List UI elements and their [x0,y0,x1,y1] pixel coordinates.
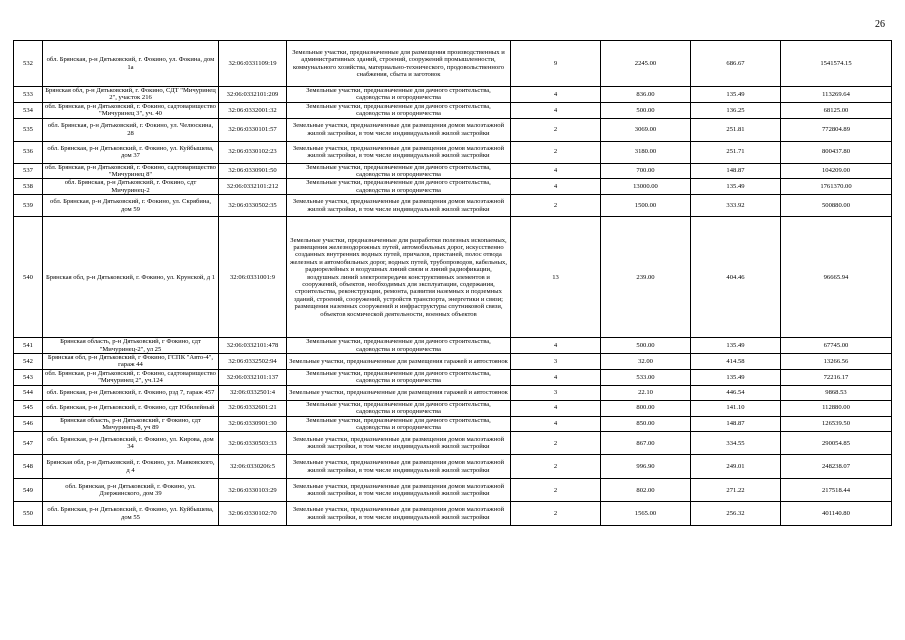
specific-value-cell: 249.01 [691,455,781,479]
row-number: 536 [14,141,43,163]
cadastral-number-cell: 32:06:0332101:212 [219,179,287,195]
land-use-cell: Земельные участки, предназначенные для размещения производственных и административных зданий, строений, сооружений промышленности, коммунального хозяйства, материально-технического, продовольственного снабжения, сбыта и заготовок [287,41,511,87]
area-cell: 13000.00 [601,179,691,195]
cadastral-value-cell: 9868.53 [781,385,892,400]
cadastral-number-cell: 32:06:0330102:70 [219,502,287,526]
cadastral-value-cell: 113269.64 [781,87,892,103]
group-cell: 3 [511,385,601,400]
specific-value-cell: 251.71 [691,141,781,163]
table-row [14,118,892,141]
cadastral-value-cell: 800437.80 [781,141,892,163]
cadastral-number-cell: 32:06:0330206:5 [219,455,287,479]
table-row [14,87,892,103]
land-use-cell: Земельные участки, предназначенные для дачного строительства, садоводства и огородничества [287,400,511,416]
cadastral-value-cell: 290054.85 [781,432,892,455]
table-row [14,338,892,354]
area-cell: 239.00 [601,217,691,338]
row-number: 538 [14,179,43,195]
area-cell: 1565.00 [601,502,691,526]
address-cell: обл. Брянская, р-н Дятьковский, г. Фокино, ул. Фокина, дом 1а [43,41,219,87]
area-cell: 836.00 [601,87,691,103]
cadastral-value-cell: 772804.89 [781,118,892,141]
group-cell: 2 [511,455,601,479]
table-row [14,502,892,526]
address-cell: Брянская обл, р-н Дятьковский, г. Фокино, ул. Маяковского, д 4 [43,455,219,479]
address-cell: Брянская обл, р-н Дятьковский, г. Фокино, ул. Крунской, д 1 [43,217,219,338]
area-cell: 500.00 [601,102,691,118]
land-use-cell: Земельные участки, предназначенные для дачного строительства, садоводства и огородничества [287,87,511,103]
group-cell: 2 [511,141,601,163]
area-cell: 802.00 [601,479,691,502]
land-use-cell: Земельные участки, предназначенные для разработки полезных ископаемых, размещения железнодорожных путей, автомобильных дорог, искусственно созданных внутренних водных путей, причалов, пристаней, полос отвода железных и автомобильных дорог, водных путей, трубопроводов, кабельных, радиорелейных и воздушных линий связи и линий радиофикации, воздушных линий электропередачи конструктивных элементов и сооружений, объектов, необходимых для эксплуатации, содержания, строительства, реконструкции, ремонта, развития наземных и подземных зданий, строений, сооружений, устройств транспорта, энергетики и связи; размещения наземных сооружений и инфраструктуры спутниковой связи, объектов космической деятельности, военных объектов [287,217,511,338]
cadastral-number-cell: 32:06:0330103:29 [219,479,287,502]
table-row [14,455,892,479]
area-cell: 867.00 [601,432,691,455]
group-cell: 9 [511,41,601,87]
row-number: 547 [14,432,43,455]
group-cell: 2 [511,195,601,217]
cadastral-value-cell: 248238.07 [781,455,892,479]
table-row [14,102,892,118]
table-row [14,141,892,163]
group-cell: 2 [511,432,601,455]
specific-value-cell: 686.67 [691,41,781,87]
group-cell: 4 [511,338,601,354]
group-cell: 4 [511,179,601,195]
area-cell: 32.00 [601,354,691,370]
row-number: 542 [14,354,43,370]
address-cell: обл. Брянская, р-н Дятьковский, г. Фокино, садтоварищество "Мичуринец 8" [43,163,219,179]
land-use-cell: Земельные участки, предназначенные для дачного строительства, садоводства и огородничества [287,163,511,179]
address-cell: Брянская обл, р-н Дятьковский, г Фокино, ГСПК "Авто-4", гараж 44 [43,354,219,370]
specific-value-cell: 334.55 [691,432,781,455]
page-number: 26 [875,19,885,30]
address-cell: обл. Брянская, р-н Дятьковский, г. Фокино, садтоварищество "Мичуринец 3", уч. 40 [43,102,219,118]
table-row [14,369,892,385]
row-number: 535 [14,118,43,141]
cadastral-number-cell: 32:06:0332101:137 [219,369,287,385]
address-cell: обл. Брянская, р-н Дятьковский, г. Фокино, садтоварищество "Мичуринец 2", уч.124 [43,369,219,385]
table-row [14,195,892,217]
address-cell: обл. Брянская, р-н Дятьковский, г. Фокино, ул. Дзержинского, дом 39 [43,479,219,502]
table-body [14,41,892,526]
cadastral-number-cell: 32:06:0332101:209 [219,87,287,103]
cadastral-value-cell: 1761370.00 [781,179,892,195]
table-row [14,179,892,195]
specific-value-cell: 414.58 [691,354,781,370]
area-cell: 996.90 [601,455,691,479]
group-cell: 4 [511,369,601,385]
specific-value-cell: 135.49 [691,179,781,195]
group-cell: 2 [511,118,601,141]
land-use-cell: Земельные участки, предназначенные для дачного строительства, садоводства и огородничества [287,102,511,118]
cadastral-value-cell: 68125.00 [781,102,892,118]
cadastral-value-cell: 500880.00 [781,195,892,217]
specific-value-cell: 141.10 [691,400,781,416]
cadastral-value-cell: 13266.56 [781,354,892,370]
group-cell: 4 [511,400,601,416]
row-number: 548 [14,455,43,479]
cadastral-number-cell: 32:06:0332501:4 [219,385,287,400]
land-use-cell: Земельные участки, предназначенные для размещения гаражей и автостоянок [287,385,511,400]
land-use-cell: Земельные участки, предназначенные для размещения домов малоэтажной жилой застройки, в том числе индивидуальной жилой застройки [287,502,511,526]
land-use-cell: Земельные участки, предназначенные для дачного строительства, садоводства и огородничества [287,416,511,432]
group-cell: 2 [511,502,601,526]
cadastral-number-cell: 32:06:0332101:478 [219,338,287,354]
cadastral-number-cell: 32:06:0330102:23 [219,141,287,163]
cadastral-number-cell: 32:06:0331109:19 [219,41,287,87]
table-row [14,354,892,370]
address-cell: обл. Брянская, р-н Дятьковский, г. Фокино, рзд 7, гараж 457 [43,385,219,400]
land-use-cell: Земельные участки, предназначенные для дачного строительства, садоводства и огородничества [287,179,511,195]
table-row [14,163,892,179]
cadastral-value-cell: 126539.50 [781,416,892,432]
table-row [14,479,892,502]
area-cell: 22.10 [601,385,691,400]
cadastral-number-cell: 32:06:0330901:30 [219,416,287,432]
row-number: 549 [14,479,43,502]
group-cell: 2 [511,479,601,502]
specific-value-cell: 271.22 [691,479,781,502]
address-cell: Брянская область, р-н Дятьковский, г Фокино, сдт Мичуринец-8, уч 89 [43,416,219,432]
table-row [14,41,892,87]
cadastral-number-cell: 32:06:0332502:94 [219,354,287,370]
land-use-cell: Земельные участки, предназначенные для размещения домов малоэтажной жилой застройки, в том числе индивидуальной жилой застройки [287,195,511,217]
row-number: 543 [14,369,43,385]
group-cell: 4 [511,163,601,179]
specific-value-cell: 135.49 [691,87,781,103]
cadastral-number-cell: 32:06:0332001:32 [219,102,287,118]
group-cell: 13 [511,217,601,338]
row-number: 539 [14,195,43,217]
land-use-cell: Земельные участки, предназначенные для размещения домов малоэтажной жилой застройки, в том числе индивидуальной жилой застройки [287,141,511,163]
table-row [14,217,892,338]
cadastral-value-cell: 217518.44 [781,479,892,502]
row-number: 550 [14,502,43,526]
row-number: 545 [14,400,43,416]
row-number: 533 [14,87,43,103]
land-use-cell: Земельные участки, предназначенные для размещения гаражей и автостоянок [287,354,511,370]
area-cell: 500.00 [601,338,691,354]
row-number: 534 [14,102,43,118]
table-row [14,432,892,455]
row-number: 544 [14,385,43,400]
specific-value-cell: 251.81 [691,118,781,141]
cadastral-number-cell: 32:06:0330101:57 [219,118,287,141]
row-number: 540 [14,217,43,338]
area-cell: 800.00 [601,400,691,416]
cadastral-value-cell: 104209.00 [781,163,892,179]
cadastral-value-cell: 401140.80 [781,502,892,526]
specific-value-cell: 135.49 [691,338,781,354]
group-cell: 3 [511,354,601,370]
cadastral-value-cell: 96665.94 [781,217,892,338]
area-cell: 2245.00 [601,41,691,87]
area-cell: 533.00 [601,369,691,385]
cadastral-number-cell: 32:06:0331001:9 [219,217,287,338]
address-cell: обл. Брянская, р-н Дятьковский, г. Фокино, ул. Скрябина, дом 59 [43,195,219,217]
address-cell: обл. Брянская, р-н Дятьковский, г. Фокино, ул. Кирова, дом 34 [43,432,219,455]
address-cell: Брянская обл, р-н Дятьковский, г. Фокино, СДТ "Мичуринец 2", участок 216 [43,87,219,103]
group-cell: 4 [511,87,601,103]
area-cell: 850.00 [601,416,691,432]
table-row [14,400,892,416]
address-cell: Брянская область, р-н Дятьковский, г Фокино, сдт "Мичуринец-2", ул 25 [43,338,219,354]
table-row [14,416,892,432]
area-cell: 1500.00 [601,195,691,217]
group-cell: 4 [511,416,601,432]
group-cell: 4 [511,102,601,118]
specific-value-cell: 135.49 [691,369,781,385]
specific-value-cell: 446.54 [691,385,781,400]
specific-value-cell: 148.87 [691,163,781,179]
cadastral-value-cell: 72216.17 [781,369,892,385]
cadastral-value-cell: 1541574.15 [781,41,892,87]
row-number: 532 [14,41,43,87]
land-use-cell: Земельные участки, предназначенные для дачного строительства, садоводства и огородничества [287,338,511,354]
cadastral-number-cell: 32:06:0332601:21 [219,400,287,416]
address-cell: обл. Брянская, р-н Дятьковский, г. Фокино, сдт Мичуринец-2 [43,179,219,195]
specific-value-cell: 148.87 [691,416,781,432]
area-cell: 3069.00 [601,118,691,141]
cadastral-value-cell: 112880.00 [781,400,892,416]
specific-value-cell: 404.46 [691,217,781,338]
row-number: 537 [14,163,43,179]
land-use-cell: Земельные участки, предназначенные для размещения домов малоэтажной жилой застройки, в том числе индивидуальной жилой застройки [287,432,511,455]
land-use-cell: Земельные участки, предназначенные для размещения домов малоэтажной жилой застройки, в том числе индивидуальной жилой застройки [287,118,511,141]
land-use-cell: Земельные участки, предназначенные для размещения домов малоэтажной жилой застройки, в том числе индивидуальной жилой застройки [287,479,511,502]
cadastral-value-cell: 67745.00 [781,338,892,354]
land-use-cell: Земельные участки, предназначенные для размещения домов малоэтажной жилой застройки, в том числе индивидуальной жилой застройки [287,455,511,479]
cadastral-number-cell: 32:06:0330503:33 [219,432,287,455]
address-cell: обл. Брянская, р-н Дятьковский, г. Фокино, сдт Юбилейный [43,400,219,416]
specific-value-cell: 256.32 [691,502,781,526]
cadastral-number-cell: 32:06:0330901:50 [219,163,287,179]
row-number: 541 [14,338,43,354]
area-cell: 700.00 [601,163,691,179]
address-cell: обл. Брянская, р-н Дятьковский, г. Фокино, ул. Челюскина, 28 [43,118,219,141]
row-number: 546 [14,416,43,432]
land-use-cell: Земельные участки, предназначенные для дачного строительства, садоводства и огородничества [287,369,511,385]
cadastral-number-cell: 32:06:0330502:35 [219,195,287,217]
address-cell: обл. Брянская, р-н Дятьковский, г. Фокино, ул. Куйбышева, дом 55 [43,502,219,526]
area-cell: 3180.00 [601,141,691,163]
specific-value-cell: 136.25 [691,102,781,118]
specific-value-cell: 333.92 [691,195,781,217]
cadastral-value-table [13,40,892,526]
address-cell: обл. Брянская, р-н Дятьковский, г. Фокино, ул. Куйбышева, дом 37 [43,141,219,163]
table-row [14,385,892,400]
